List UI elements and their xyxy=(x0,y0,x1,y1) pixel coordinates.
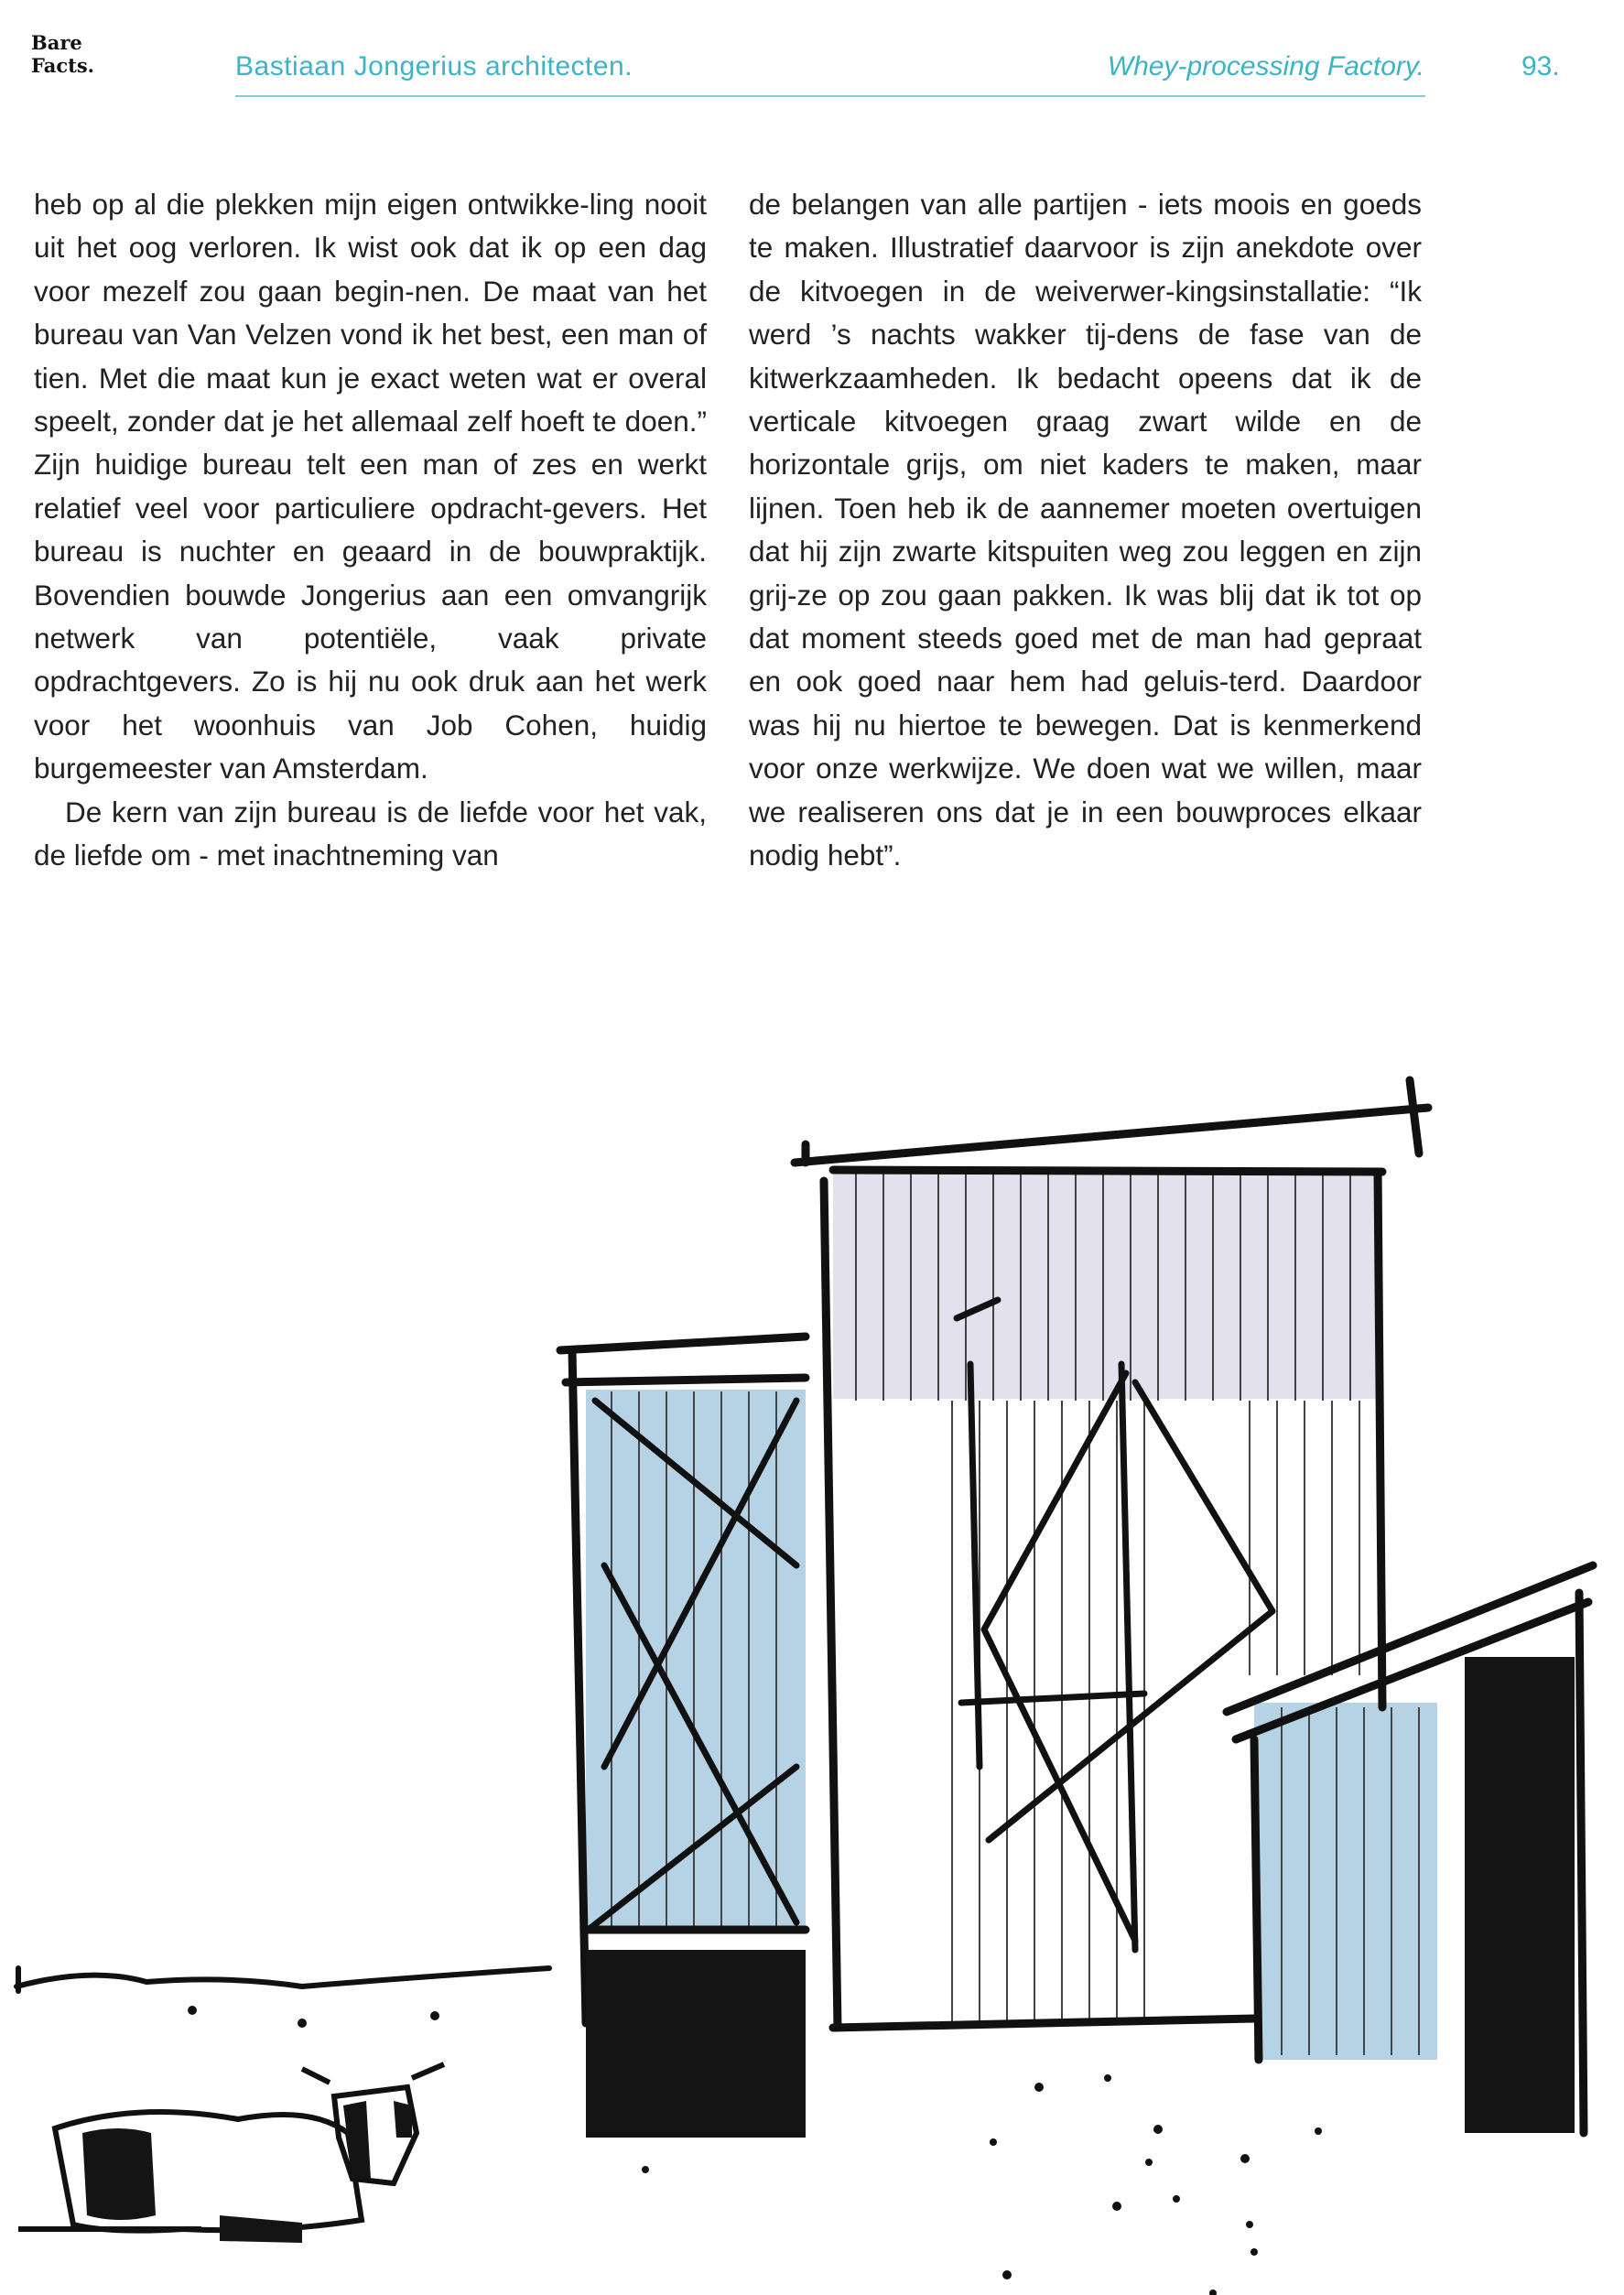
paragraph: De kern van zijn bureau is de liefde voor het vak, de liefde om - met inachtneming van xyxy=(34,795,707,872)
paragraph: de belangen van alle partijen - iets moois en goeds te maken. Illustratief daarvoor is zijn anekdote over de kitvoegen in de weiverwer-kingsinstallatie: “Ik werd ’s nachts wakker tij-dens de fase van de kitwerkzaamheden. Ik bedacht opeens dat ik de verticale kitvoegen graag zwart wilde en de horizontale grijs, om niet kaders te maken, maar lijnen. Toen heb ik de aannemer moeten overtuigen dat hij zijn zwarte kitspuiten weg zou leggen en zijn grij-ze op zou gaan pakken. Ik was blij dat ik tot op dat moment steeds goed met de man had gepraat en ook goed naar hem had geluis-terd. Daardoor was hij nu hiertoe te bewegen. Dat is kenmerkend voor onze werkwijze. We doen wat we willen, maar we realiseren ons dat je in een bouwproces elkaar nodig hebt”. xyxy=(749,188,1422,872)
masthead-line-1: Bare xyxy=(31,31,82,54)
text-column-right xyxy=(749,183,1422,878)
masthead-line-2: Facts. xyxy=(31,54,94,77)
factory-sketch-illustration xyxy=(0,1034,1624,2295)
running-header-project: Whey-processing Factory. xyxy=(1107,51,1424,81)
header-divider xyxy=(235,95,1425,97)
cow-sketch xyxy=(18,2064,444,2243)
page-number: 93. xyxy=(1521,51,1560,81)
text-column-left xyxy=(34,183,707,878)
roof-fill xyxy=(833,1170,1382,1399)
horizon-line xyxy=(16,1968,549,1991)
masthead xyxy=(31,31,94,77)
running-header-author: Bastiaan Jongerius architecten. xyxy=(235,51,633,81)
paragraph: heb op al die plekken mijn eigen ontwikke-ling nooit uit het oog verloren. Ik wist ook dat ik op een dag voor mezelf zou gaan begin-nen. De maat van het bureau van Van Velzen vond ik het best, een man of tien. Met die maat kun je exact weten wat er overal speelt, zonder dat je het allemaal zelf hoeft te doen.” Zijn huidige bureau telt een man of zes en werkt relatief veel voor particuliere opdracht-gevers. Het bureau is nuchter en geaard in de bouwpraktijk. Bovendien bouwde Jongerius aan een omvangrijk netwerk van potentiële, vaak private opdrachtgevers. Zo is hij nu ook druk aan het werk voor het woonhuis van Job Cohen, huidig burgemeester van Amsterdam. xyxy=(34,188,707,785)
